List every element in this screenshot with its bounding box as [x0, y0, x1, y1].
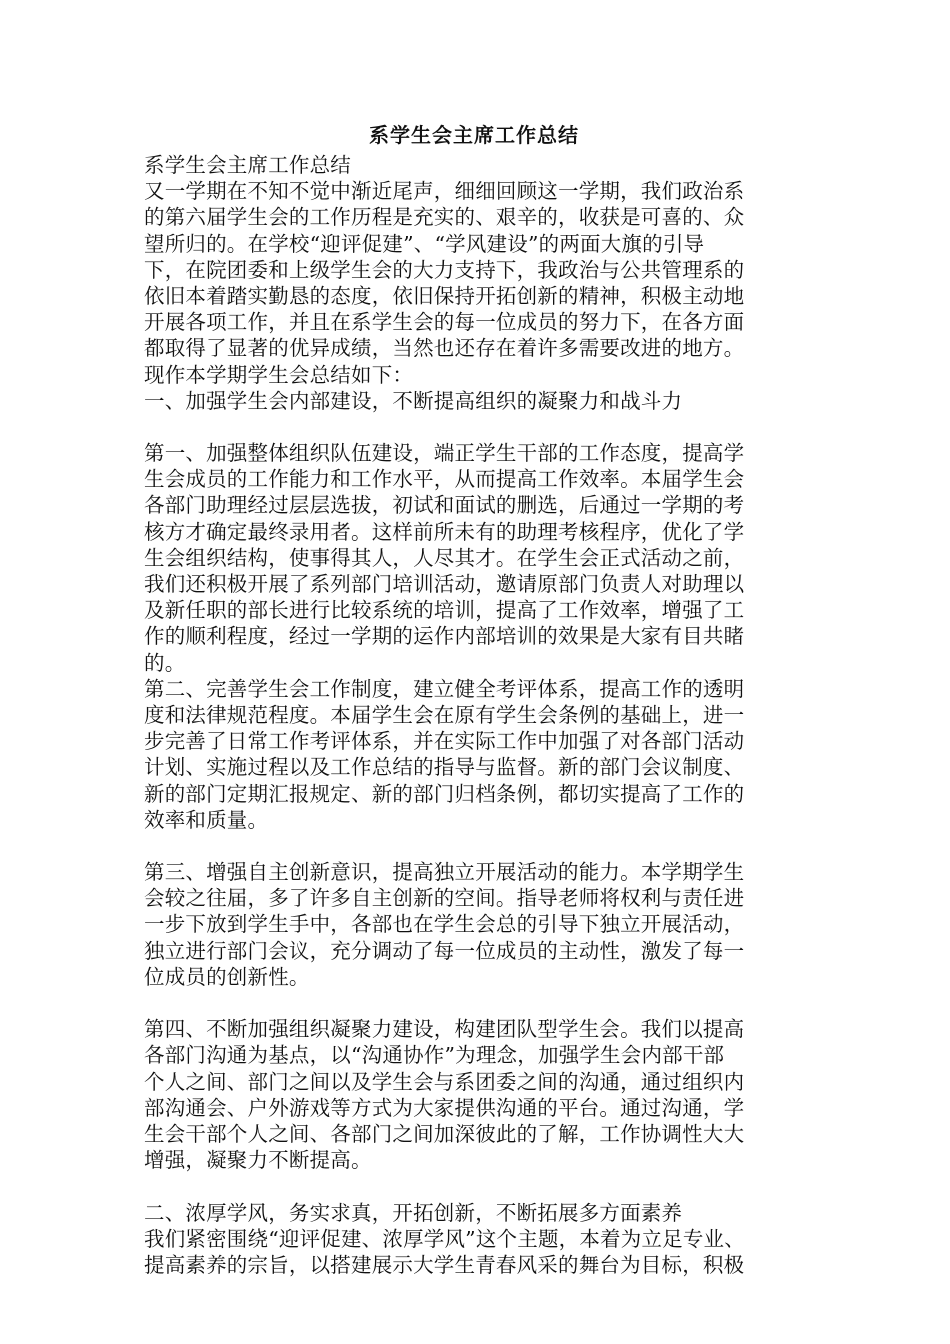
text-line: 部沟通会、户外游戏等方式为大家提供沟通的平台。通过沟通，学: [144, 1095, 745, 1120]
document-title: 系学生会主席工作总结: [369, 123, 579, 147]
text-line: 新的部门定期汇报规定、新的部门归档条例，都切实提高了工作的: [144, 781, 745, 806]
text-line: 我们还积极开展了系列部门培训活动，邀请原部门负责人对助理以: [144, 572, 745, 596]
text-line: 生会干部个人之间、各部门之间加深彼此的了解，工作协调性大大: [144, 1121, 745, 1146]
text-line: 会较之往届，多了许多自主创新的空间。指导老师将权利与责任进: [144, 886, 745, 911]
text-line: 系学生会主席工作总结: [144, 153, 351, 177]
text-line: 第二、完善学生会工作制度，建立健全考评体系，提高工作的透明: [144, 676, 745, 701]
text-line: 各部门沟通为基点，以“沟通协作”为理念，加强学生会内部干部: [144, 1043, 725, 1068]
text-line: 又一学期在不知不觉中渐近尾声，细细回顾这一学期，我们政治系: [144, 179, 745, 204]
text-line: 第四、不断加强组织凝聚力建设，构建团队型学生会。我们以提高: [144, 1017, 745, 1042]
text-line: 独立进行部门会议，充分调动了每一位成员的主动性，激发了每一: [144, 938, 745, 963]
text-line: 步完善了日常工作考评体系，并在实际工作中加强了对各部门活动: [144, 729, 745, 754]
text-line: 都取得了显著的优异成绩，当然也还存在着许多需要改进的地方。: [144, 336, 745, 361]
blank-line: [144, 833, 804, 859]
text-line: 的。: [144, 650, 186, 675]
text-line: 下，在院团委和上级学生会的大力支持下，我政治与公共管理系的: [144, 257, 745, 282]
text-line: 生会成员的工作能力和工作水平，从而提高工作效率。本届学生会: [144, 467, 745, 492]
text-line: 计划、实施过程以及工作总结的指导与监督。新的部门会议制度、: [144, 755, 745, 780]
text-line: 增强，凝聚力不断提高。: [144, 1148, 372, 1173]
document-text: [144, 152, 804, 1278]
text-line: 二、浓厚学风，务实求真，开拓创新，不断拓展多方面素养: [144, 1200, 683, 1225]
text-line: 位成员的创新性。: [144, 964, 310, 989]
document-body: [144, 120, 804, 1278]
text-line: 第三、增强自主创新意识，提高独立开展活动的能力。本学期学生: [144, 860, 745, 885]
text-line: 各部门助理经过层层选拔，初试和面试的删选，后通过一学期的考: [144, 493, 745, 518]
text-line: 的第六届学生会的工作历程是充实的、艰辛的，收获是可喜的、众: [144, 205, 745, 230]
text-line: 及新任职的部长进行比较系统的培训，提高了工作效率，增强了工: [144, 598, 745, 623]
text-line: 生会组织结构，使事得其人，人尽其才。在学生会正式活动之前，: [144, 545, 745, 570]
blank-line: [144, 990, 804, 1016]
text-line: 依旧本着踏实勤恳的态度，依旧保持开拓创新的精神，积极主动地: [144, 283, 745, 308]
blank-line: [144, 414, 804, 440]
text-line: 效率和质量。: [144, 807, 269, 832]
text-line: 一、加强学生会内部建设，不断提高组织的凝聚力和战斗力: [144, 388, 683, 413]
text-line: 开展各项工作，并且在系学生会的每一位成员的努力下，在各方面: [144, 310, 745, 335]
text-line: 提高素养的宗旨，以搭建展示大学生青春风采的舞台为目标，积极: [144, 1252, 745, 1277]
text-line: 作的顺利程度，经过一学期的运作内部培训的效果是大家有目共睹: [144, 624, 745, 649]
text-line: 望所归的。在学校“迎评促建”、“学风建设”的两面大旗的引导: [144, 231, 705, 256]
text-line: 核方才确定最终录用者。这样前所未有的助理考核程序，优化了学: [144, 519, 745, 544]
text-line: 第一、加强整体组织队伍建设，端正学生干部的工作态度，提高学: [144, 441, 745, 466]
text-line: 一步下放到学生手中，各部也在学生会总的引导下独立开展活动，: [144, 912, 745, 937]
blank-line: [144, 1173, 804, 1199]
text-line: 个人之间、部门之间以及学生会与系团委之间的沟通，通过组织内: [144, 1069, 745, 1094]
text-line: 度和法律规范程度。本届学生会在原有学生会条例的基础上，进一: [144, 702, 745, 727]
text-line: 我们紧密围绕“迎评促建、浓厚学风”这个主题，本着为立足专业、: [144, 1226, 745, 1251]
text-line: 现作本学期学生会总结如下：: [144, 362, 414, 387]
